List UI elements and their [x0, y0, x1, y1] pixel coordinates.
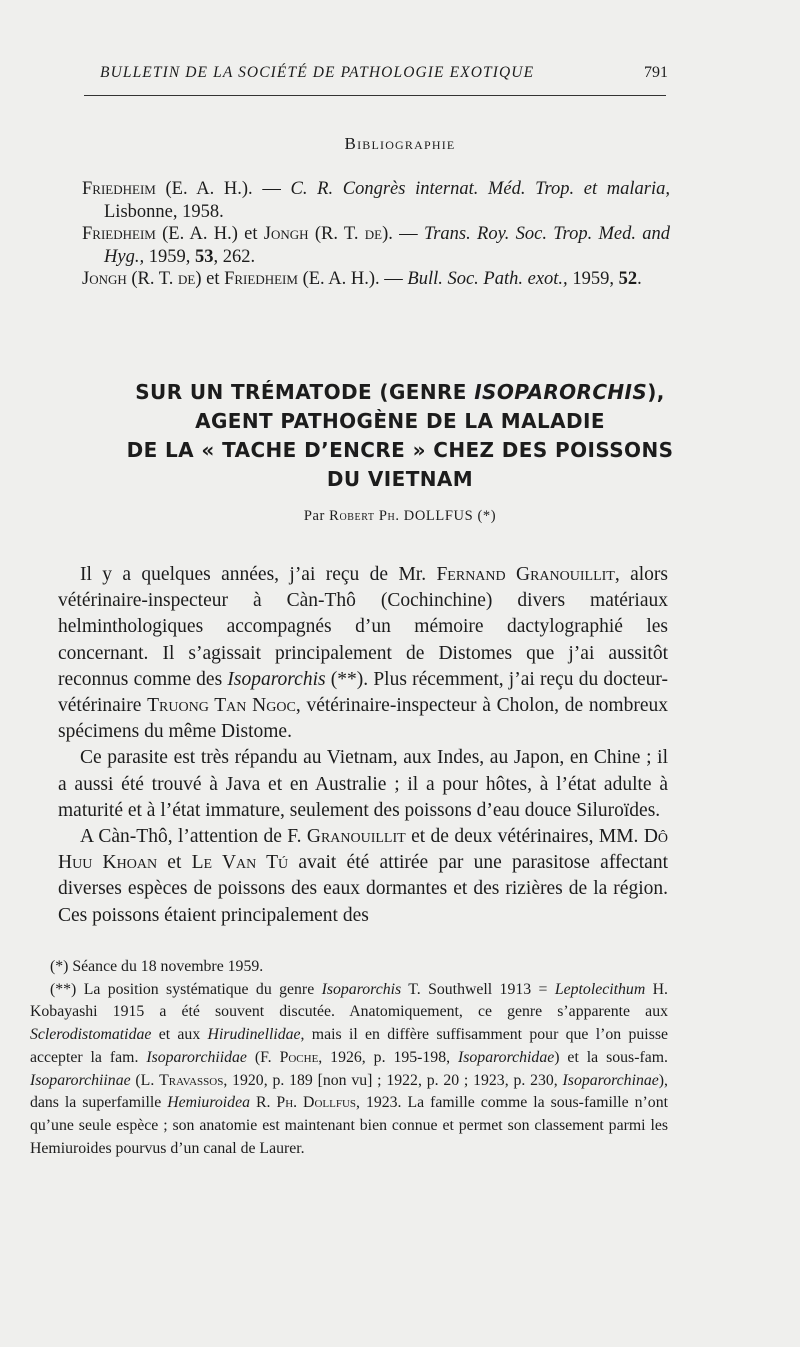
title-line: SUR UN TRÉMATODE (GENRE ISOPARORCHIS),: [135, 380, 665, 404]
bibliography-list: [82, 178, 670, 291]
title-line: DE LA « TACHE D’ENCRE » CHEZ DES POISSONS: [126, 438, 674, 462]
journal-title: BULLETIN DE LA SOCIÉTÉ DE PATHOLOGIE EXOTIQUE: [100, 64, 535, 81]
author-byline: Par Robert Ph. DOLLFUS (*): [303, 508, 497, 524]
body-paragraph: Il y a quelques années, j’ai reçu de Mr. Fernand Granouillit, alors vétérinaire-inspecteur à Càn-Thô (Cochinchine) divers matériaux helminthologiques accompagnés d’un mémoire dactylographié les concernant. Il s’agissait principalement de Distomes que j’ai aussitôt reconnus comme des Isoparorchis (**). Plus récemment, j’ai reçu du docteur-vétérinaire Truong Tan Ngoc, vétérinaire-inspecteur à Cholon, de nombreux spécimens du même Distome.: [58, 564, 668, 743]
page-number: 791: [644, 64, 668, 81]
footnote: (*) Séance du 18 novembre 1959.: [50, 958, 264, 975]
reference-item: Friedheim (E. A. H.). — C. R. Congrès internat. Méd. Trop. et malaria, Lisbonne, 1958.: [82, 179, 670, 222]
title-line: DU VIETNAM: [326, 467, 474, 491]
reference-item: Jongh (R. T. de) et Friedheim (E. A. H.). — Bull. Soc. Path. exot., 1959, 52.: [82, 269, 642, 289]
title-line: AGENT PATHOGÈNE DE LA MALADIE: [195, 409, 605, 433]
bibliography-heading: Bibliographie: [344, 134, 456, 153]
reference-item: Friedheim (E. A. H.) et Jongh (R. T. de). — Trans. Roy. Soc. Trop. Med. and Hyg., 1959, 53, 262.: [82, 224, 670, 267]
article-body: [58, 562, 668, 929]
body-paragraph: Ce parasite est très répandu au Vietnam, aux Indes, au Japon, en Chine ; il a aussi été trouvé à Java et en Australie ; il a pour hôtes, à l’état adulte à maturité et à l’état immature, seulement des poissons d’eau douce Siluroïdes.: [58, 747, 668, 821]
footnotes: [30, 956, 668, 1160]
body-paragraph: A Càn-Thô, l’attention de F. Granouillit et de deux vétérinaires, MM. Dô Huu Khoan et Le Van Tú avait été attirée par une parasitose affectant diverses espèces de poissons des eaux dormantes et des rizières de la région. Ces poissons étaient principalement des: [58, 826, 669, 926]
running-header: [100, 64, 668, 82]
article-title: [40, 378, 760, 494]
header-rule: [84, 95, 666, 96]
footnote: (**) La position systématique du genre Isoparorchis T. Southwell 1913 = Leptolecithum H. Kobayashi 1915 a été souvent discutée. Anatomiquement, ce genre s’apparente aux Sclerodistomatidae et aux Hirudinellidae, mais il en diffère suffisamment pour que l’on puisse accepter la fam. Isoparorchiidae (F. Poche, 1926, p. 195-198, Isoparorchidae) et la sous-fam. Isoparorchiinae (L. Travassos, 1920, p. 189 [non vu] ; 1922, p. 20 ; 1923, p. 230, Isoparorchinae), dans la superfamille Hemiuroidea R. Ph. Dollfus, 1923. La famille comme la sous-famille n’ont qu’une seule espèce ; son anatomie est maintenant bien connue et permet son classement parmi les Hemiuroides pourvus d’un canal de Laurer.: [30, 980, 668, 1157]
